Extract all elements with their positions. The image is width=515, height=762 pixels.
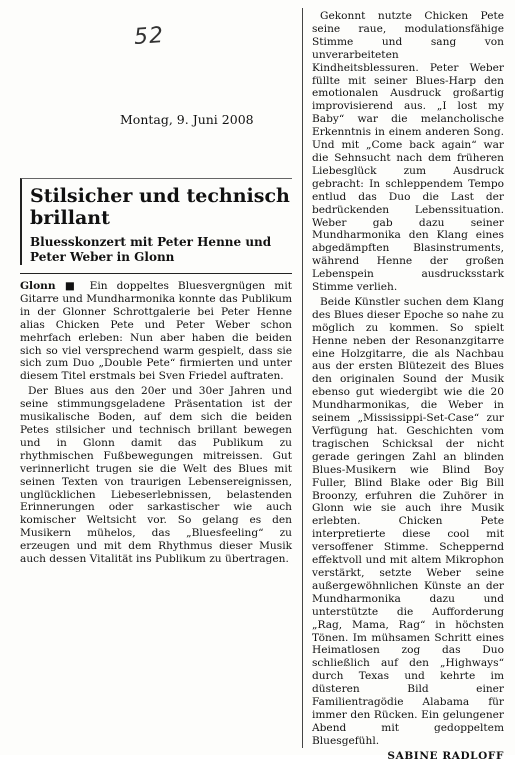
publication-date: Montag, 9. Juni 2008 — [120, 112, 254, 127]
headline-rule — [20, 273, 292, 274]
article-headline: Stilsicher und technisch brillant — [30, 185, 290, 229]
right-column — [312, 10, 504, 762]
author-byline: SABINE RADLOFF — [387, 749, 504, 762]
article-subheadline: Bluesskonzert mit Peter Henne und Peter Weber in Glonn — [30, 235, 272, 264]
article-paragraph: Beide Künstler suchen dem Klang des Blues dieser Epoche so nahe zu möglich zu kommen. So spielt Henne neben der Resonanzgitarre eine Holzgitarre, die als Nachbau aus der ersten Blütezeit des Blues den originalen Sound der Musik ebenso gut wiedergibt wie die 20 Mundharmonikas, die Weber in seinem „Mississippi-Set-Case“ zur Verfügung hat. Geschichten vom tragischen Schicksal der nicht gerade geringen Zahl an blinden Blues-Musikern wie Blind Boy Fuller, Blind Blake oder Big Bill Broonzy, erfuhren die Zuhörer in Glonn wie sie auch ihre Musik erlebten. Chicken Pete interpretierte diese cool mit versoffener Stimme. Scheppernd effektvoll und mit altem Mikrophon verstärkt, setzte Weber seine außergewöhnlichen Künste an der Mundharmonika dazu und unterstützte die Aufforderung „Rag, Mama, Rag“ in höchsten Tönen. Im mühsamen Schritt eines Heimatlosen zog das Duo schließlich auf den „Highways“ durch Texas und kehrte im düsteren Bild einer Familientragödie Alabama für immer den Rücken. Ein gelungener Abend mit gedoppeltem Bluesgefühl. — [312, 295, 504, 747]
paragraph-text: Ein doppeltes Bluesvergnügen mit Gitarre und Mundharmonika konnte das Publikum in der Glonner Schrottgalerie bei Peter Henne alias Chicken Pete und Peter Weber schon mehrfach erleben: Nun aber haben die beiden sich so viel versprechend warm gespielt, dass sie sich zum Duo „Double Pete“ firmierten und unter diesem Titel erstmals bei Sven Friedel auftraten. — [20, 280, 292, 383]
article-paragraph: Gekonnt nutzte Chicken Pete seine raue, modulationsfähige Stimme und sang von unverarbeiteten Kindheitsblessuren. Peter Weber füllte mit seiner Blues-Harp den emotionalen Ausdruck großartig improvisierend aus. „I lost my Baby“ war die melancholische Erkenntnis in einem anderen Song. Und mit „Come back again“ war die Sehnsucht nach dem früheren Liebesglück zum Ausdruck gebracht: In schleppendem Tempo entlud das Duo die Last der bedrückenden Lebenssituation. Weber gab dazu seiner Mundharmonika den Klang eines abgedämpften Blasinstruments, während Henne der großen Lebenspein ausdrucksstark Stimme verlieh. — [312, 10, 504, 294]
article-paragraph — [20, 280, 292, 383]
handwritten-page-mark: 52 — [133, 22, 165, 51]
headline-box — [20, 178, 292, 265]
article-paragraph — [20, 385, 292, 566]
left-article-body — [20, 280, 292, 566]
column-divider — [302, 8, 303, 748]
byline-row — [312, 750, 504, 762]
article-dateline: Glonn ■ — [20, 280, 81, 292]
left-column — [20, 178, 292, 568]
paragraph-text: Der Blues aus den 20er und 30er Jahren und seine stimmungsgeladene Präsentation ist der musikalische Boden, auf dem sich die beiden Petes stilsicher und technisch brillant bewegen und in Glonn damit das Publikum zu rhythmischen Fußbewegungen mitreissen. Gut verinnerlicht trugen sie die Welt des Blues mit seinen Texten von traurigen Lebensereignissen, unglücklichen Liebeserlebnissen, belastenden Erinnerungen oder sarkastischer wie auch komischer Weltsicht vor. So gelang es den Musikern mühelos, das „Bluesfeeling“ zu erzeugen und mit dem Rhythmus dieser Musik auch dessen Vitalität ins Publikum zu übertragen. — [20, 385, 292, 566]
